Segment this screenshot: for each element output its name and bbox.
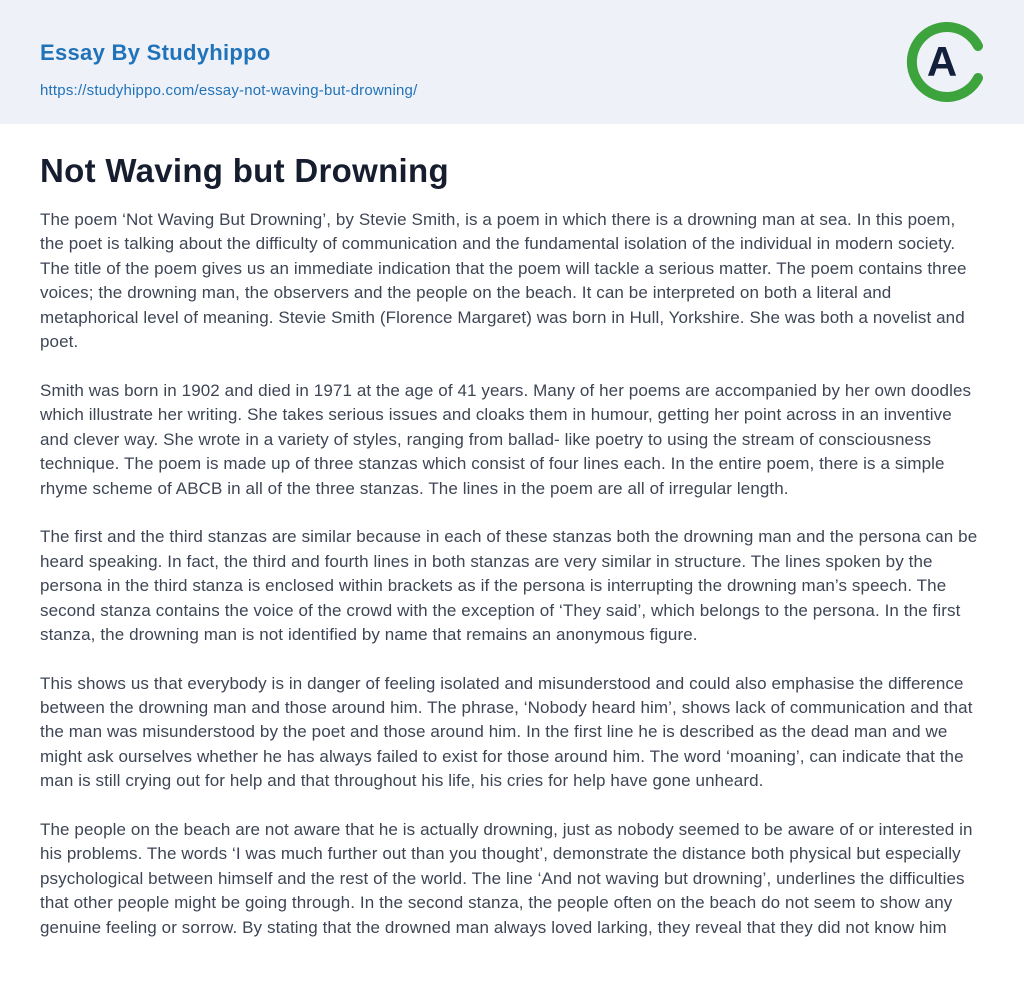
page-title: Not Waving but Drowning bbox=[40, 152, 449, 189]
studyhippo-logo[interactable] bbox=[906, 22, 986, 102]
byline-link[interactable]: Essay By Studyhippo bbox=[40, 40, 271, 65]
essay-body bbox=[40, 208, 984, 940]
essay-paragraph: The people on the beach are not aware that he is actually drowning, just as nobody seemed to be aware of or interested in his problems. The words ‘I was much further out than you thought’, demonstrate the distance both physical but especially psychological between himself and the rest of the world. The line ‘And not waving but drowning’, underlines the difficulties that other people might be going through. In the second stanza, the people often on the beach do not seem to show any genuine feeling or sorrow. By stating that the drowned man always loved larking, they reveal that they did not know him bbox=[40, 819, 973, 937]
logo-ring-icon bbox=[906, 22, 986, 102]
essay-paragraph: The first and the third stanzas are similar because in each of these stanzas both the drowning man and the persona can be heard speaking. In fact, the third and fourth lines in both stanzas are very similar in structure. The lines spoken by the persona in the third stanza is enclosed within brackets as if the persona is interrupting the drowning man’s speech. The second stanza contains the voice of the crowd with the exception of ‘They said’, which belongs to the persona. In the first stanza, the drowning man is not identified by name that remains an anonymous figure. bbox=[40, 527, 978, 645]
essay-paragraph: Smith was born in 1902 and died in 1971 at the age of 41 years. Many of her poems are accompanied by her own doodles which illustrate her writing. She takes serious issues and cloaks them in humour, getting her point across in an inventive and clever way. She wrote in a variety of styles, ranging from ballad- like poetry to using the stream of consciousness technique. The poem is made up of three stanzas which consist of four lines each. In the entire poem, there is a simple rhyme scheme of ABCB in all of the three stanzas. The lines in the poem are all of irregular length. bbox=[40, 380, 972, 498]
site-header bbox=[0, 0, 1024, 124]
essay-url-link[interactable]: https://studyhippo.com/essay-not-waving-but-drowning/ bbox=[40, 82, 418, 99]
essay-article bbox=[0, 124, 1024, 940]
essay-paragraph: This shows us that everybody is in danger of feeling isolated and misunderstood and could also emphasise the difference between the drowning man and those around him. The phrase, ‘Nobody heard him’, shows lack of communication and that the man was misunderstood by the poet and those around him. In the first line he is described as the dead man and we might ask ourselves whether he has always failed to exist for those around him. The word ‘moaning’, can indicate that the man is still crying out for help and that throughout his life, his cries for help have gone unheard. bbox=[40, 673, 973, 791]
essay-paragraph: The poem ‘Not Waving But Drowning’, by Stevie Smith, is a poem in which there is a drowning man at sea. In this poem, the poet is talking about the difficulty of communication and the fundamental isolation of the individual in modern society. The title of the poem gives us an immediate indication that the poem will tackle a serious matter. The poem contains three voices; the drowning man, the observers and the people on the beach. It can be interpreted on both a literal and metaphorical level of meaning. Stevie Smith (Florence Margaret) was born in Hull, Yorkshire. She was both a novelist and poet. bbox=[40, 210, 967, 352]
logo-letter: A bbox=[926, 38, 958, 85]
